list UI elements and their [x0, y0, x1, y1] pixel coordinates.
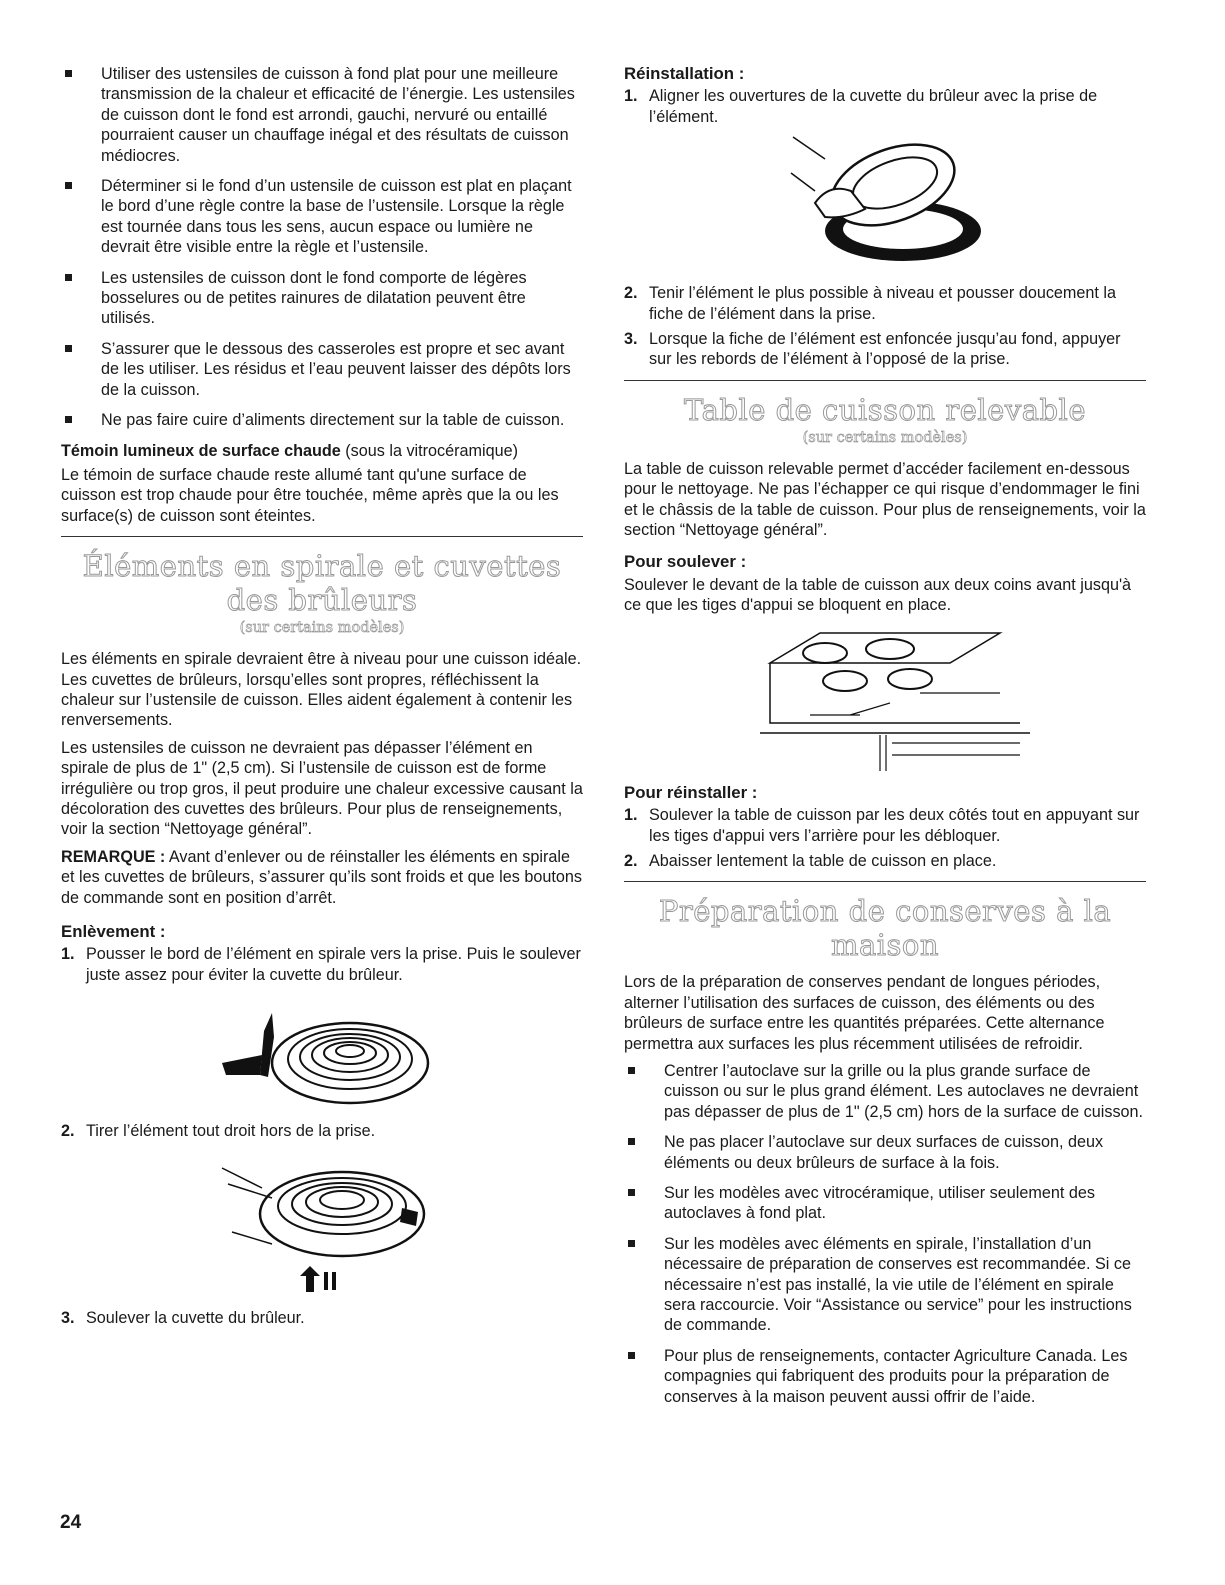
list-item: Déterminer si le fond d’un ustensile de cuisson est plat en plaçant le bord d’une règle contre la base de l’ustensile. Lorsque la règle est tournée dans tous les sens, aucun espace ou lumière ne devrait être visible entre la règle et l’ustensile. [61, 176, 583, 258]
lower-heading: Pour réinstaller : [624, 782, 758, 802]
lower-steps [624, 805, 1146, 871]
list-item: Ne pas placer l’autoclave sur deux surfaces de cuisson, deux éléments ou deux brûleurs de surface à la fois. [624, 1132, 1146, 1173]
indicator-heading-suffix: (sous la vitrocéramique) [340, 441, 518, 460]
left-column [61, 64, 583, 1333]
indicator-paragraph [61, 441, 583, 461]
step-text: Soulever la table de cuisson par les deux côtés tout en appuyant sur les tiges d'appui vers l’arrière pour les débloquer. [649, 806, 1140, 845]
list-item: Centrer l’autoclave sur la grille ou la plus grande surface de cuisson ou sur le plus grand élément. Les autoclaves ne devraient pas dépasser de plus de 1" (2,5 cm) hors de la surface de cuisson. [624, 1061, 1146, 1122]
step-number: 3. [61, 1308, 75, 1327]
section-title-liftup: Table de cuisson relevable [684, 392, 1086, 427]
list-item [624, 805, 1146, 846]
list-item: Sur les modèles avec vitrocéramique, utiliser seulement des autoclaves à fond plat. [624, 1183, 1146, 1224]
liftup-paragraph: La table de cuisson relevable permet d’accéder facilement en-dessous pour le nettoyage. Ne pas l’échapper ce qui risque d’endommager le fini et le châssis de la table de cuisson. Pour plus de renseignements, voir la section “Nettoyage général”. [624, 459, 1146, 540]
step-text: Lorsque la fiche de l’élément est enfoncée jusqu’au fond, appuyer sur les rebords de l’élément à l’opposé de la prise. [649, 330, 1121, 369]
section-divider [61, 536, 583, 537]
note-label: REMARQUE : [61, 847, 166, 866]
cooktop-lift-illustration [740, 623, 1030, 773]
step-number: 2. [624, 284, 638, 303]
step-text: Tenir l’élément le plus possible à niveau et pousser doucement la fiche de l’élément dans la prise. [649, 284, 1117, 323]
section-divider [624, 881, 1146, 882]
cookware-tips-list [61, 64, 583, 431]
step-number: 3. [624, 330, 638, 349]
section-title-canning: Préparation de conserves à la maison [658, 894, 1112, 963]
raise-text: Soulever le devant de la table de cuisson aux deux coins avant jusqu'à ce que les tiges d'appui se bloquent en place. [624, 575, 1132, 615]
list-item: Les ustensiles de cuisson dont le fond comporte de légères bosselures ou de petites rainures de dilatation peuvent être utilisés. [61, 268, 583, 329]
section-title-coil: Éléments en spirale et cuvettes des brûleurs [82, 549, 562, 618]
list-item [61, 1308, 583, 1328]
list-item [61, 944, 583, 985]
list-item: Sur les modèles avec éléments en spirale, l’installation d’un nécessaire de préparation de conserves est recommandée. Si ce nécessaire n’est pas installé, la vie utile de l’élément en spirale sera raccourcie. Voir “Assistance ou service” pour les instructions de commande. [624, 1234, 1146, 1336]
list-item [624, 283, 1146, 324]
reinstall-steps-cont [624, 283, 1146, 370]
right-column [624, 64, 1146, 1417]
note-paragraph [61, 847, 583, 908]
removal-steps-cont [61, 1121, 583, 1141]
removal-steps-cont-2 [61, 1308, 583, 1328]
burner-bowl-illustration [785, 133, 985, 273]
removal-steps [61, 944, 583, 985]
removal-heading: Enlèvement : [61, 922, 166, 941]
step-text: Tirer l’élément tout droit hors de la prise. [86, 1122, 376, 1141]
step-text: Soulever la cuvette du brûleur. [86, 1308, 305, 1327]
step-number: 1. [624, 87, 638, 106]
step-number: 1. [61, 945, 75, 964]
raise-heading: Pour soulever : [624, 552, 747, 572]
note-text: Avant d’enlever ou de réinstaller les éléments en spirale et les cuvettes de brûleurs, s’assurer qu’ils sont froids et que les boutons de commande sont en position d’arrêt. [61, 847, 582, 907]
list-item [61, 1121, 583, 1141]
list-item [624, 851, 1146, 871]
list-item: Ne pas faire cuire d’aliments directement sur la table de cuisson. [61, 410, 583, 430]
indicator-text: Le témoin de surface chaude reste allumé tant qu'une surface de cuisson est trop chaude pour être touchée, même après que la ou les surface(s) de cuisson sont éteintes. [61, 465, 559, 525]
indicator-heading: Témoin lumineux de surface chaude [61, 441, 341, 460]
reinstall-steps [624, 86, 1146, 127]
step-text: Pousser le bord de l’élément en spirale vers la prise. Puis le soulever juste assez pour éviter la cuvette du brûleur. [86, 945, 581, 984]
coil-paragraph-1: Les éléments en spirale devraient être à niveau pour une cuisson idéale. Les cuvettes de brûleurs, lorsqu’elles sont propres, réfléchissent la chaleur sur l’ustensile de cuisson. Elles aident également à contenir les renversements. [61, 650, 582, 730]
reinstall-heading: Réinstallation : [624, 64, 745, 83]
step-text: Aligner les ouvertures de la cuvette du brûleur avec la prise de l’élément. [649, 87, 1098, 126]
canning-tips-list [624, 1061, 1146, 1407]
step-number: 1. [624, 806, 638, 825]
page-number: 24 [60, 1512, 82, 1533]
step-text: Abaisser lentement la table de cuisson en place. [649, 851, 997, 870]
coil-paragraph-2: Les ustensiles de cuisson ne devraient pas dépasser l’élément en spirale de plus de 1" (2,5 cm). Si l’ustensile de cuisson est de forme irrégulière ou trop gros, il peut produire une chaleur excessive causant la décoloration des cuvettes des brûleurs. Pour plus de renseignements, voir la section “Nettoyage général”. [61, 738, 583, 839]
section-subtitle-liftup: (sur certains modèles) [802, 429, 968, 446]
section-divider [624, 380, 1146, 381]
coil-pull-illustration [192, 1148, 452, 1298]
canning-paragraph: Lors de la préparation de conserves pendant de longues périodes, alterner l’utilisation des surfaces de cuisson, des éléments ou des brûleurs de surface entre les quantités préparées. Cette alternance permettra aux surfaces les plus récemment utilisées de refroidir. [624, 973, 1105, 1053]
list-item [624, 86, 1146, 127]
step-number: 2. [624, 851, 638, 870]
list-item [624, 329, 1146, 370]
section-subtitle-coil: (sur certains modèles) [239, 620, 405, 637]
step-number: 2. [61, 1122, 75, 1141]
list-item: Utiliser des ustensiles de cuisson à fond plat pour une meilleure transmission de la chaleur et efficacité de l’énergie. Les ustensiles de cuisson dont le fond est arrondi, gauchi, nervuré ou entaillé pourraient causer un chauffage inégal et des résultats de cuisson médiocres. [61, 64, 583, 166]
coil-push-illustration [202, 991, 442, 1111]
list-item: S’assurer que le dessous des casseroles est propre et sec avant de les utiliser. Les résidus et l’eau peuvent laisser des dépôts lors de la cuisson. [61, 339, 583, 400]
list-item: Pour plus de renseignements, contacter Agriculture Canada. Les compagnies qui fabriquent des produits pour la préparation de conserves à la maison peuvent aussi offrir de l’aide. [624, 1346, 1146, 1407]
